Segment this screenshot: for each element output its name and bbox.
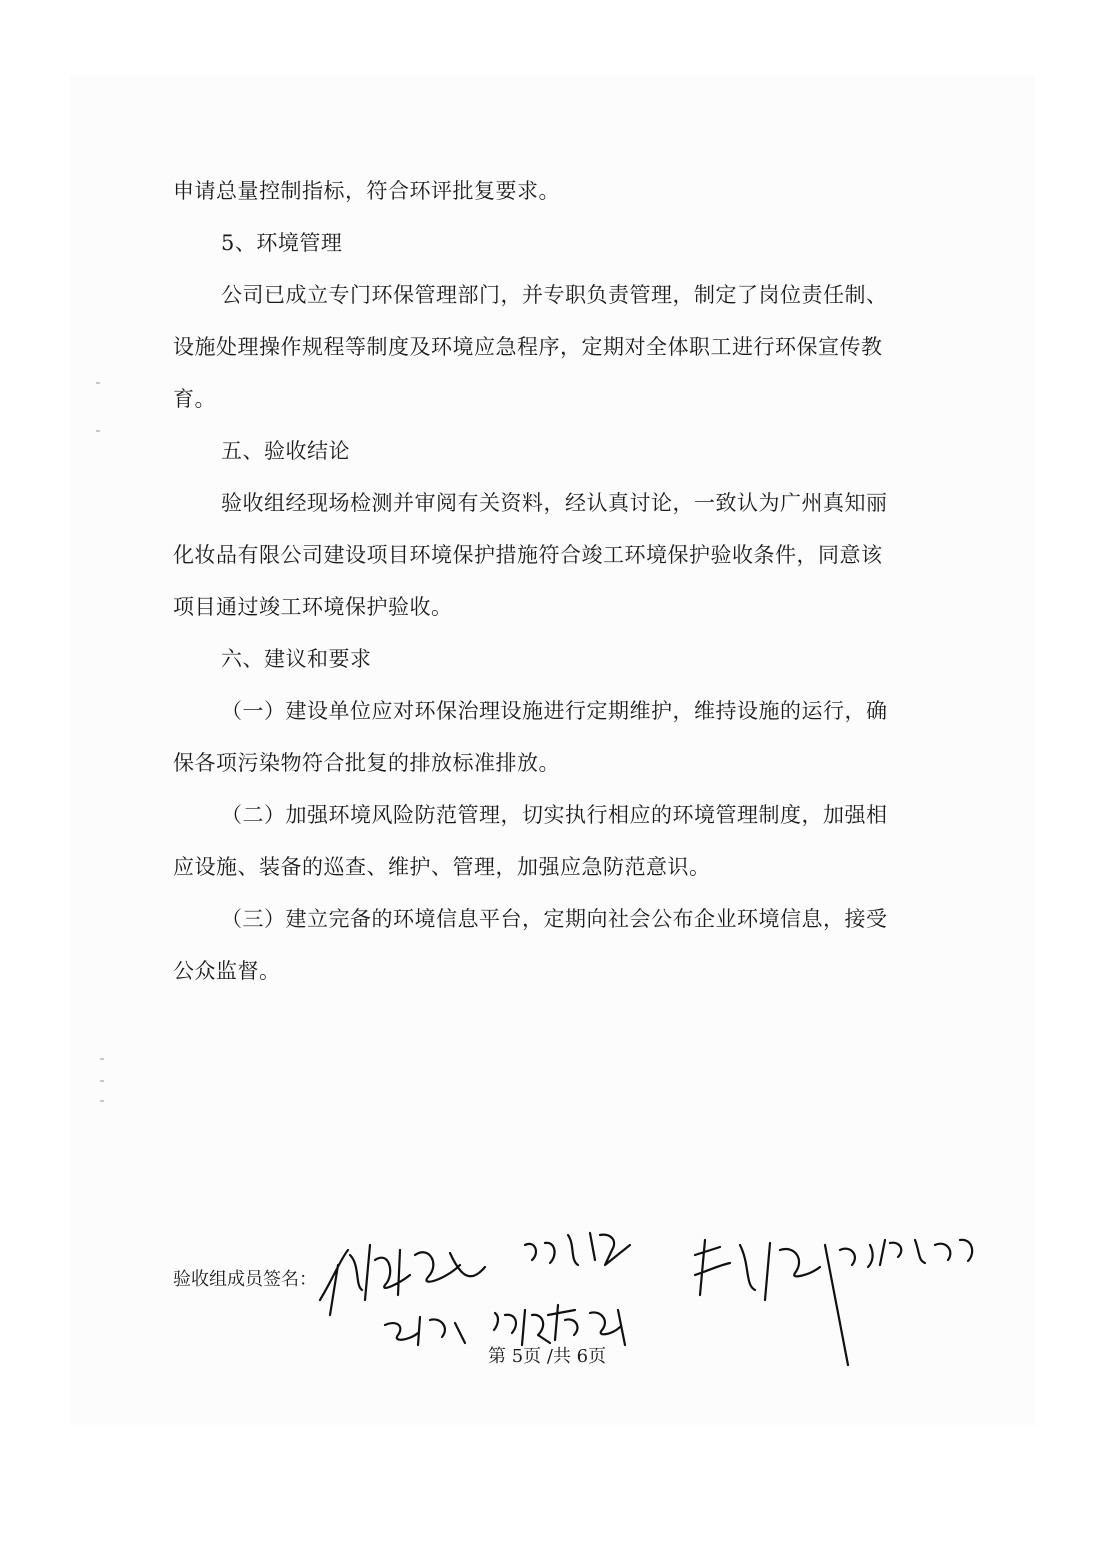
body-line: 化妆品有限公司建设项目环境保护措施符合竣工环境保护验收条件，同意该 xyxy=(173,543,883,567)
document-body xyxy=(173,165,943,997)
margin-mark xyxy=(100,1058,104,1060)
section-heading: 5、环境管理 xyxy=(221,231,343,255)
margin-mark xyxy=(100,1100,104,1102)
body-line: 项目通过竣工环境保护验收。 xyxy=(173,595,453,619)
body-line: 保各项污染物符合批复的排放标准排放。 xyxy=(173,751,560,775)
margin-mark xyxy=(100,1080,104,1082)
signature-stroke xyxy=(868,1240,972,1267)
body-line: 申请总量控制指标，符合环评批复要求。 xyxy=(173,179,560,203)
page-number: 第 5页 /共 6页 xyxy=(488,1346,607,1367)
signature-label: 验收组成员签名： xyxy=(173,1269,317,1290)
body-line: （一）建设单位应对环保治理设施进行定期维护，维持设施的运行，确 xyxy=(221,699,888,723)
section-heading: 六、建议和要求 xyxy=(221,647,372,671)
body-line: 应设施、装备的巡查、维护、管理，加强应急防范意识。 xyxy=(173,855,711,879)
margin-mark xyxy=(96,430,100,432)
signature-stroke xyxy=(525,1233,630,1265)
body-line: 公司已成立专门环保管理部门，并专职负责管理，制定了岗位责任制、 xyxy=(221,283,888,307)
body-line: 验收组经现场检测并审阅有关资料，经认真讨论，一致认为广州真知丽 xyxy=(221,491,888,515)
signature-stroke xyxy=(320,1245,485,1315)
signature-stroke xyxy=(695,1240,855,1365)
body-line: （二）加强环境风险防范管理，切实执行相应的环境管理制度，加强相 xyxy=(221,803,888,827)
body-line: 育。 xyxy=(173,387,216,411)
body-line: 设施处理操作规程等制度及环境应急程序，定期对全体职工进行环保宣传教 xyxy=(173,335,883,359)
body-line: 公众监督。 xyxy=(173,959,281,983)
body-line: （三）建立完备的环境信息平台，定期向社会公布企业环境信息，接受 xyxy=(221,907,888,931)
signature-stroke xyxy=(385,1317,465,1345)
signature-stroke xyxy=(548,1305,625,1345)
margin-mark xyxy=(96,382,100,384)
section-heading: 五、验收结论 xyxy=(221,439,350,463)
signature-stroke xyxy=(494,1310,550,1345)
handwritten-signatures xyxy=(300,1205,1000,1375)
